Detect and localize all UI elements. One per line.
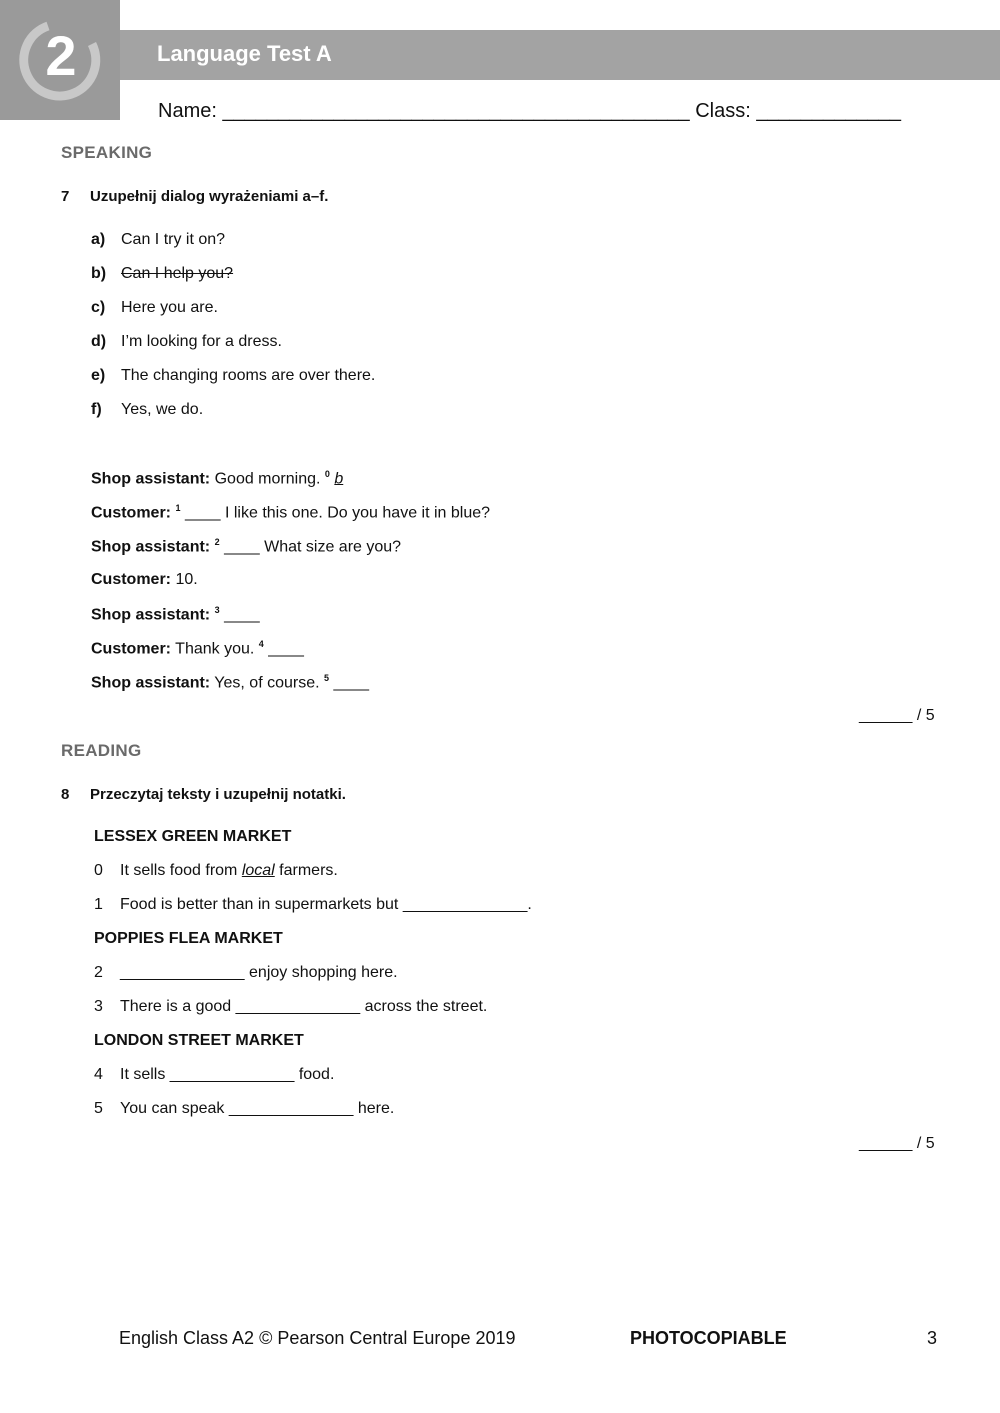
dialogue-line: Customer: $^1$ ____ I like this one. Do you have it in blue? — [91, 503, 491, 522]
note-item: 0 It sells food from local farmers. — [94, 862, 338, 879]
dialogue-line: Shop assistant: $^2$ ____ What size are you? — [91, 537, 402, 556]
name-class-line — [158, 100, 901, 123]
note-item[interactable]: 1 Food is better than in supermarkets but ______________. — [94, 896, 532, 913]
dialogue-line: Shop assistant: Yes, of course. $^5$ ____ — [91, 673, 370, 692]
task-7-instruction — [61, 188, 328, 205]
option-a: a) Can I try it on? — [91, 231, 226, 248]
section-title-speaking: SPEAKING — [61, 143, 153, 162]
option-c: c) Here you are. — [91, 299, 218, 316]
answer-gap-5[interactable]: ____ — [333, 674, 370, 692]
page-number: 3 — [927, 1328, 938, 1348]
instruction-text: Przeczytaj teksty i uzupełnij notatki. — [90, 786, 346, 803]
market-heading: LESSEX GREEN MARKET — [94, 828, 292, 845]
note-item[interactable]: 2 ______________ enjoy shopping here. — [94, 964, 398, 981]
class-field[interactable]: _____________ — [756, 100, 901, 122]
task-number: 7 — [61, 188, 70, 205]
footer-copyright: English Class A2 © Pearson Central Europe 2019 — [119, 1328, 516, 1348]
dialogue-line: Customer: 10. — [91, 571, 198, 588]
market-heading: POPPIES FLEA MARKET — [94, 930, 283, 947]
answer-gap-2[interactable]: ____ — [224, 538, 260, 556]
example-answer: b — [334, 470, 344, 488]
note-item[interactable]: 5 You can speak ______________ here. — [94, 1100, 395, 1117]
answer-gap-1[interactable]: ____ — [184, 504, 221, 522]
class-label: Class: — [695, 100, 751, 122]
option-f: f) Yes, we do. — [91, 401, 204, 418]
dialogue-line: Shop assistant: Good morning. $^0$ b — [91, 469, 344, 488]
option-b: b) Can I help you? — [91, 265, 234, 282]
market-heading: LONDON STREET MARKET — [94, 1032, 304, 1049]
section-title-reading: READING — [61, 741, 142, 760]
name-field[interactable]: __________________________________________ — [222, 100, 690, 122]
score-reading[interactable]: ______ / 5 — [859, 1135, 935, 1152]
instruction-text: Uzupełnij dialog wyrażeniami a–f. — [90, 188, 329, 205]
option-e: e) The changing rooms are over there. — [91, 367, 376, 384]
score-speaking[interactable]: ______ / 5 — [859, 707, 935, 724]
note-item[interactable]: 4 It sells ______________ food. — [94, 1066, 335, 1083]
answer-gap-3[interactable]: ____ — [224, 606, 260, 624]
answer-gap-4[interactable]: ____ — [268, 640, 304, 658]
dialogue-line: Shop assistant: $^3$ ____ — [91, 605, 260, 624]
note-item[interactable]: 3 There is a good ______________ across the street. — [94, 998, 488, 1015]
example-answer: local — [241, 862, 275, 879]
dialogue-line: Customer: Thank you. $^4$ ____ — [91, 639, 304, 658]
page-title: Language Test A — [157, 41, 332, 66]
option-d: d) I’m looking for a dress. — [91, 333, 282, 350]
footer-photocopiable: PHOTOCOPIABLE — [630, 1328, 787, 1348]
task-number: 8 — [61, 786, 70, 803]
name-label: Name: — [158, 100, 217, 122]
unit-number: 2 — [45, 24, 77, 87]
task-8-instruction — [61, 786, 346, 803]
